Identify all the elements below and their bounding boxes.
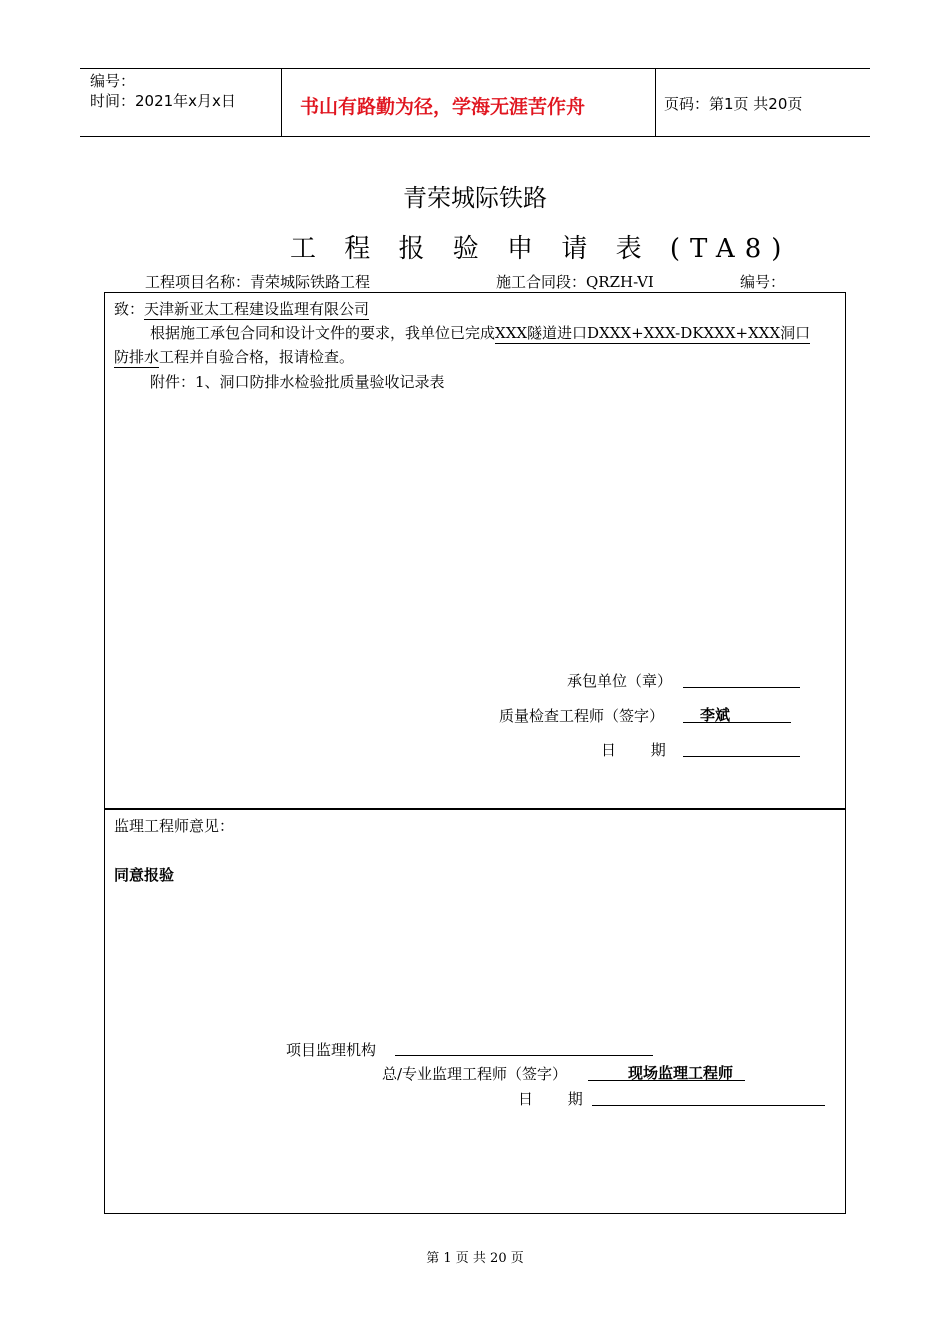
qc-engineer-signature: 李斌 — [700, 706, 731, 724]
chief-engineer-signature: 现场监理工程师 — [628, 1064, 734, 1082]
work-item-line-1: XXX隧道进口DXXX+XXX-DKXXX+XXX洞口 — [495, 324, 811, 342]
contractor-label: 承包单位（章） — [567, 672, 673, 690]
qc-engineer-label: 质量检查工程师（签字） — [499, 707, 665, 725]
addressee-label: 致： — [114, 300, 145, 318]
chief-engineer-signature-line — [588, 1080, 745, 1081]
section1-date-label: 日 期 — [601, 741, 666, 759]
supervision-org-label: 项目监理机构 — [286, 1041, 377, 1059]
attachment-line: 附件：1、洞口防排水检验批质量验收记录表 — [150, 373, 445, 391]
supervision-org-line — [395, 1055, 653, 1056]
page-footer: 第 1 页 共 20 页 — [426, 1251, 524, 1266]
body-prefix: 根据施工承包合同和设计文件的要求，我单位已完成 — [150, 324, 496, 342]
body-suffix: 工程并自验合格，报请检查。 — [159, 348, 355, 366]
header-page-info: 页码：第1页 共20页 — [664, 95, 803, 113]
header-divider-right — [655, 68, 656, 136]
contract-section: 施工合同段：QRZH-VI — [496, 273, 654, 291]
form-title: 工 程 报 验 申 请 表 (TA8) — [290, 234, 792, 264]
body-line-1 — [150, 322, 810, 344]
addressee-line — [114, 298, 369, 320]
header-top-border — [80, 68, 870, 69]
contractor-signature-line — [683, 687, 800, 688]
supervisor-opinion-value: 同意报验 — [114, 866, 175, 884]
section1-date-line — [683, 756, 800, 757]
form-number: 编号： — [740, 273, 786, 291]
header-motto: 书山有路勤为径，学海无涯苦作舟 — [300, 96, 586, 118]
header-number-label: 编号： — [90, 72, 136, 90]
project-name: 工程项目名称：青荣城际铁路工程 — [145, 273, 371, 291]
page-title: 青荣城际铁路 — [403, 184, 547, 212]
application-section — [104, 292, 846, 810]
supervisor-opinion-label: 监理工程师意见： — [114, 817, 235, 835]
section2-date-line — [592, 1105, 825, 1106]
header-bottom-border — [80, 136, 870, 137]
body-line-2 — [114, 346, 354, 368]
qc-engineer-signature-line — [683, 722, 791, 723]
header-divider-left — [281, 68, 282, 136]
chief-engineer-label: 总/专业监理工程师（签字） — [382, 1065, 568, 1083]
work-item-line-2: 防排水 — [114, 348, 160, 366]
section2-date-label: 日 期 — [518, 1090, 583, 1108]
header-time-label: 时间：2021年x月x日 — [90, 92, 236, 110]
supervisor-section — [104, 808, 846, 1214]
addressee-value: 天津新亚太工程建设监理有限公司 — [144, 300, 370, 318]
